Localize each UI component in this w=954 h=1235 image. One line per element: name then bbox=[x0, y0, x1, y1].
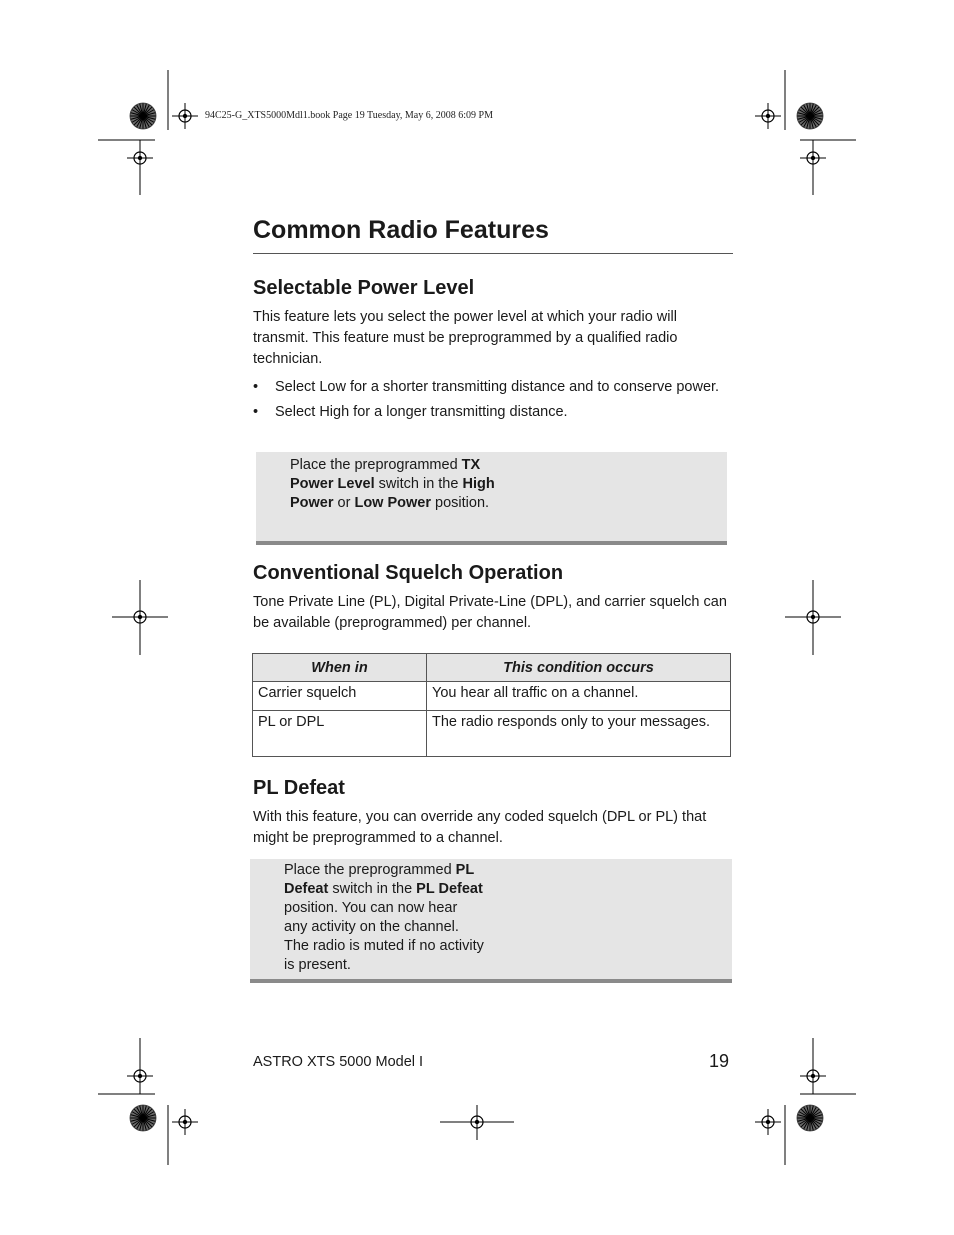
registration-target-dot bbox=[138, 156, 142, 160]
pl-defeat-note-text: Place the preprogrammed PL Defeat switch in the PL Defeat position. You can now hear any activity on the channel. The radio is muted if no activity is present. bbox=[284, 862, 484, 973]
section-heading-power-level: Selectable Power Level bbox=[253, 277, 475, 299]
footer-product-name: ASTRO XTS 5000 Model I bbox=[253, 1054, 424, 1070]
list-item: • Select High for a longer transmitting distance. bbox=[253, 403, 723, 422]
page-number: 19 bbox=[709, 1051, 730, 1071]
table-row bbox=[253, 711, 731, 757]
registration-target-dot bbox=[811, 1074, 815, 1078]
table-row bbox=[253, 682, 731, 711]
pl-defeat-intro: With this feature, you can override any coded squelch (DPL or PL) that might be preprogrammed to a channel. bbox=[253, 809, 707, 846]
power-level-note-box bbox=[256, 452, 727, 545]
table-cell: You hear all traffic on a channel. bbox=[427, 682, 731, 711]
table-cell: PL or DPL bbox=[253, 711, 427, 757]
print-header-line: 94C25-G_XTS5000Mdl1.book Page 19 Tuesday, May 6, 2008 6:09 PM bbox=[205, 110, 493, 121]
pl-defeat-note-box bbox=[250, 859, 732, 983]
squelch-intro: Tone Private Line (PL), Digital Private-Line (DPL), and carrier squelch can be available (preprogrammed) per channel. bbox=[253, 594, 727, 631]
registration-target-dot bbox=[183, 1120, 187, 1124]
squelch-table bbox=[252, 653, 731, 757]
power-level-note-text: Place the preprogrammed TX Power Level switch in the High Power or Low Power position. bbox=[290, 457, 495, 511]
column-header-condition: This condition occurs bbox=[427, 654, 731, 682]
list-item: • Select Low for a shorter transmitting distance and to conserve power. bbox=[253, 378, 723, 397]
section-heading-pl-defeat: PL Defeat bbox=[253, 777, 345, 799]
power-level-intro: This feature lets you select the power level at which your radio will transmit. This feature must be preprogrammed by a qualified radio technician. bbox=[253, 309, 678, 367]
registration-target-dot bbox=[138, 1074, 142, 1078]
section-heading-squelch: Conventional Squelch Operation bbox=[253, 562, 564, 584]
table-cell: Carrier squelch bbox=[253, 682, 427, 711]
registration-target-dot bbox=[766, 1120, 770, 1124]
table-header-row bbox=[253, 654, 731, 682]
registration-target-dot bbox=[766, 114, 770, 118]
table-cell: The radio responds only to your messages. bbox=[427, 711, 731, 757]
column-header-when-in: When in bbox=[253, 654, 427, 682]
title-rule bbox=[253, 253, 733, 254]
page-title: Common Radio Features bbox=[253, 216, 549, 244]
power-level-options-list bbox=[253, 378, 723, 428]
registration-target-dot bbox=[811, 156, 815, 160]
registration-target-dot bbox=[183, 114, 187, 118]
